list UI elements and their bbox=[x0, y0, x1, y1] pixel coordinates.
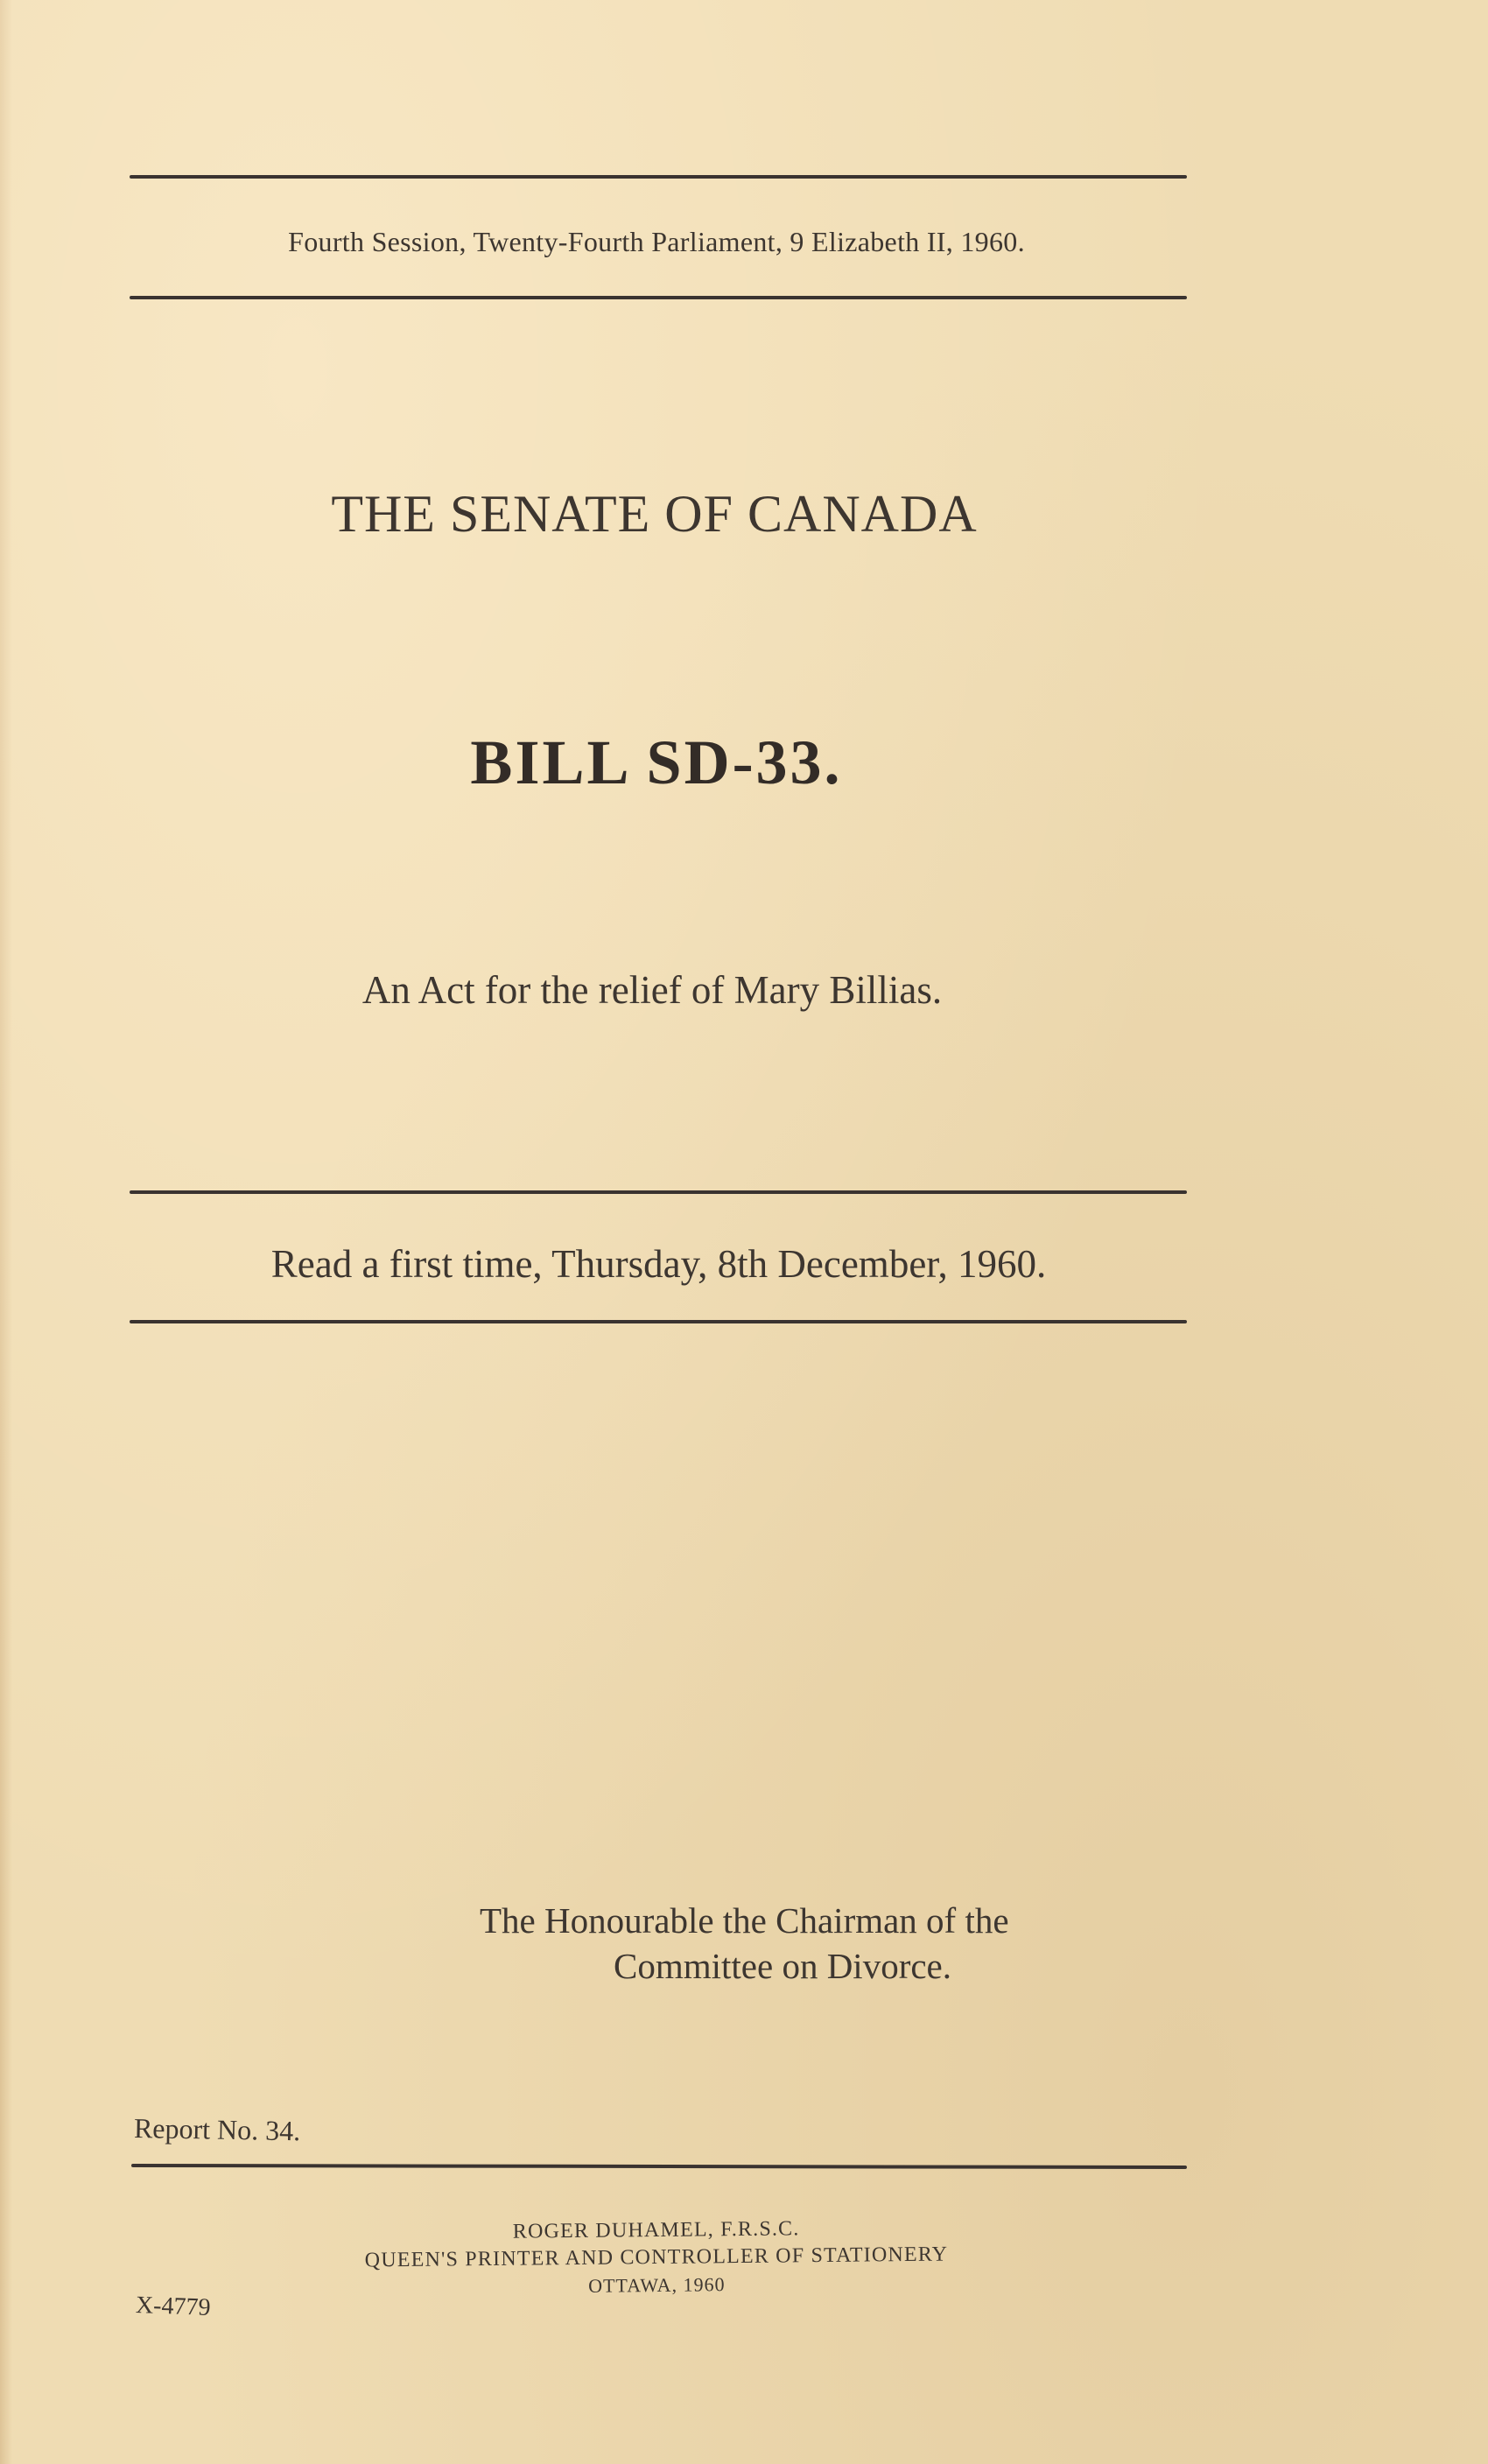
footer-rule bbox=[131, 2164, 1187, 2169]
report-number: Report No. 34. bbox=[133, 2112, 301, 2147]
session-bottom-rule bbox=[130, 296, 1187, 299]
sponsor-line-1: The Honourable the Chairman of the bbox=[480, 1900, 1009, 1941]
reading-bottom-rule bbox=[130, 1320, 1187, 1323]
printer-name: ROGER DUHAMEL, F.R.S.C. bbox=[512, 2217, 800, 2243]
form-code: X-4779 bbox=[135, 2292, 212, 2321]
printer-office: QUEEN'S PRINTER AND CONTROLLER OF STATIONERY bbox=[364, 2243, 949, 2272]
reading-top-rule bbox=[130, 1190, 1187, 1194]
first-reading-line: Read a first time, Thursday, 8th December, 1960. bbox=[270, 1242, 1047, 1286]
senate-heading: THE SENATE OF CANADA bbox=[331, 485, 978, 543]
sponsor-line-2: Committee on Divorce. bbox=[614, 1946, 951, 1986]
sponsor-block bbox=[480, 1898, 1180, 1989]
bill-number: BILL SD-33. bbox=[470, 727, 843, 797]
top-rule bbox=[130, 175, 1187, 179]
printer-city: OTTAWA, 1960 bbox=[588, 2273, 726, 2297]
session-line: Fourth Session, Twenty-Fourth Parliament, 9 Elizabeth II, 1960. bbox=[288, 226, 1025, 257]
printer-imprint bbox=[175, 2212, 1139, 2304]
act-title: An Act for the relief of Mary Billias. bbox=[361, 968, 943, 1012]
